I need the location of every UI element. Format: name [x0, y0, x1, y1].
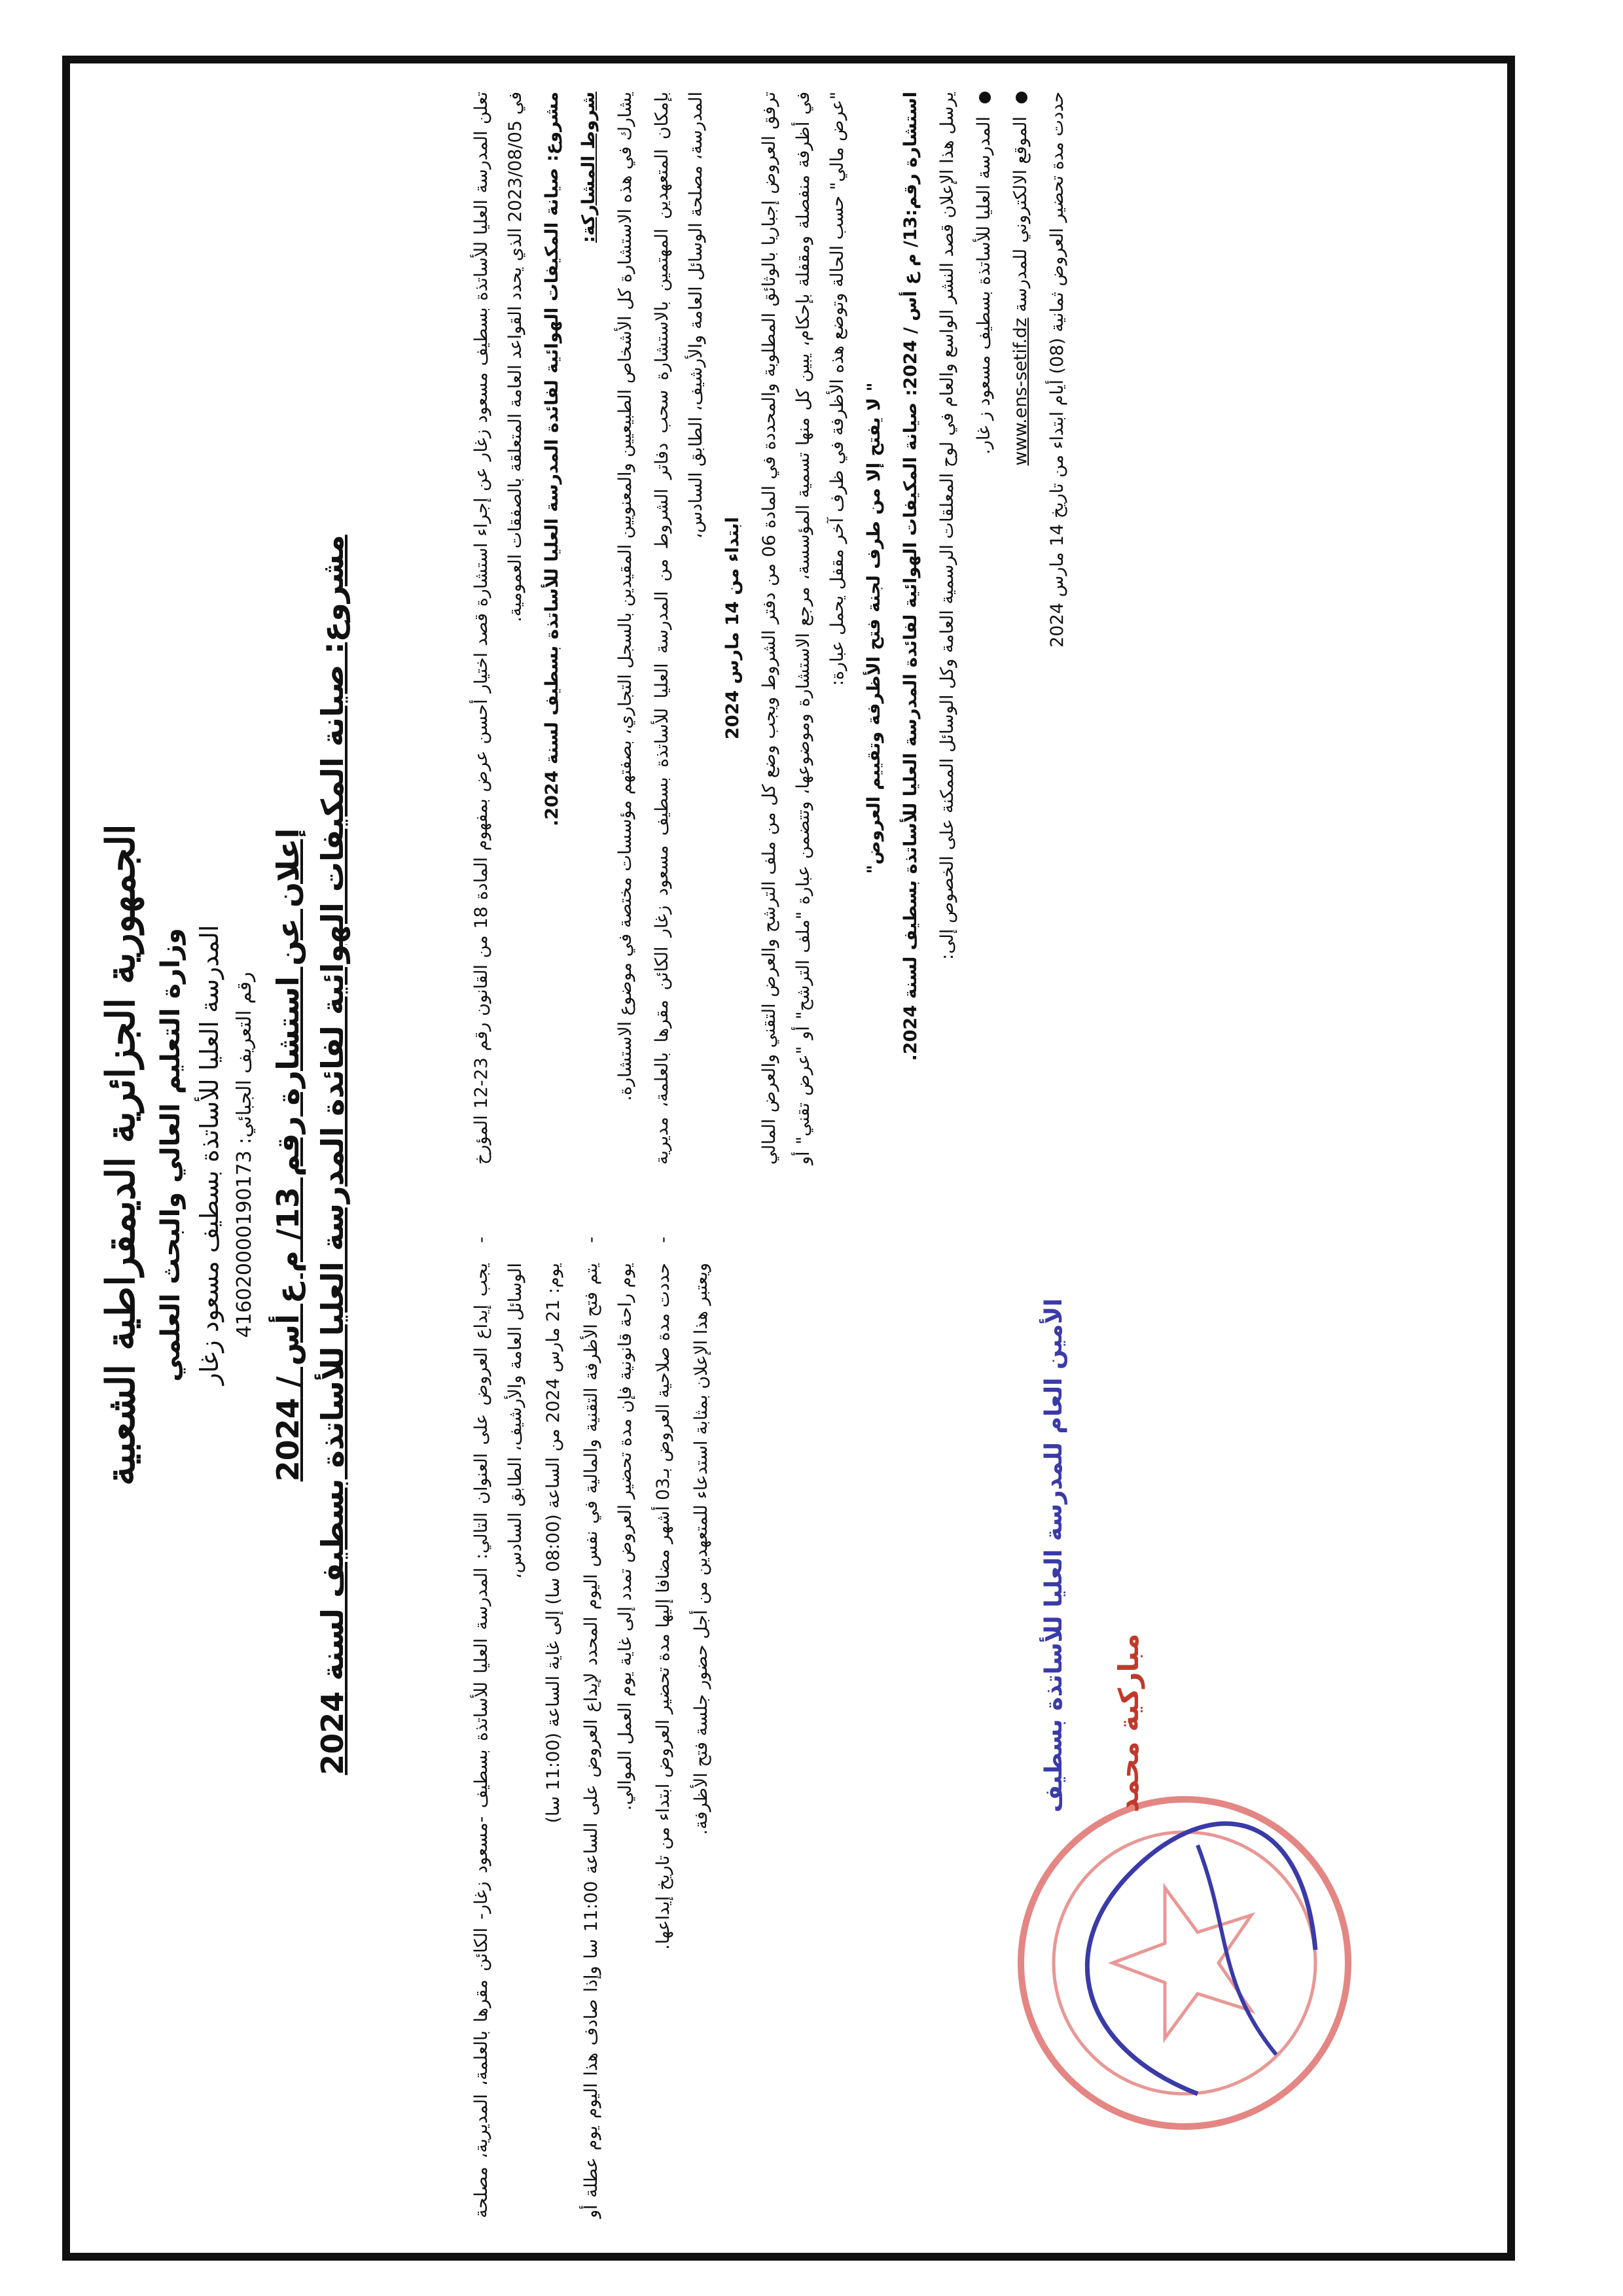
right-column: [465, 92, 1077, 1165]
publish-text: يرسل هذا الإعلان قصد النشر الواسع والعام في لوح المعلقات الرسمية العامة وكل الوسائل الممكنة على الخصوص إلى:: [937, 92, 957, 960]
project-title: مشروع: صيانة المكيفات الهوائية لفائدة المدرسة العليا للأساتذة بسطيف لسنة 2024: [315, 535, 350, 1775]
reference-line: استشارة رقم:13/ م ع أس / 2024: صيانة المكيفات الهوائية لفائدة المدرسة العليا للأساتذة بسطيف لسنة 2024.: [901, 92, 921, 1061]
document-body: [98, 92, 1472, 2218]
project-line: مشروع: صيانة المكيفات الهوائية لفائدة المدرسة العليا للأساتذة بسطيف لسنة 2024.: [542, 92, 562, 826]
submission-text: ترفق العروض إجباريا بالوثائق المطلوبة والمحددة في المادة 06 من دفتر الشروط ويجب وضع كل من ملف الترشح والعرض التقني والعرض المالي في أظرفة منفصلة ومقفلة بإحكام، يبين كل منها تسمية المؤسسة، مرجع الاستشارة وموضوعها، وتتضمن عبارة "ملف الترشح" أو "عرض تقني" أو "عرض مالي" حسب الحالة وتوضع هذه الأظرفة في ظرف آخر مقفل يحمل عبارة:: [759, 92, 847, 1165]
withdraw-text: بإمكان المتعهدين المهتمين بالاستشارة سحب دفاتر الشروط من المدرسة العليا للأساتذة بسطيف مسعود زغار الكائن مقرها بالعلمة، مديرية المدرسة، مصلحة الوسائل العامة والأرشيف، الطابق السادس،: [652, 92, 706, 1165]
republic-title: الجمهورية الجزائرية الديمقراطية الشعبية: [98, 824, 144, 1486]
bullet-icon: [1016, 92, 1027, 103]
left-column: [465, 1237, 722, 2218]
signature-name: مباركية محمد: [1113, 1633, 1145, 1812]
ministry-name: وزارة التعليم العالي والبحث العلمي: [156, 928, 186, 1382]
deposit-item: - يجب إيداع العروض على العنوان التالي: المدرسة العليا للأساتذة بسطيف -مسعود زغار- الكائن مقرها بالعلمة، المديرية، مصلحة الوسائل العامة والأرشيف، الطابق السادس،: [471, 1237, 526, 2218]
validity-item: - حددت مدة صلاحية العروض بـ03 أشهر مضافا إليها مدة تحضير العروض ابتداء من تاريخ إيداعها.: [653, 1237, 673, 1950]
bullet-icon: [979, 92, 991, 103]
deposit-date: يوم: 21 مارس 2024 من الساعة (08:00 سا) إلى غاية الساعة (11:00 سا): [543, 1263, 563, 1824]
conditions-title: شروط المشاركة:: [579, 92, 599, 243]
school-name: المدرسة العليا للأساتذة بسطيف مسعود زغار: [195, 925, 224, 1385]
duration-text: حددت مدة تحضير العروض ثمانية (08) أيام ابتداء من تاريخ 14 مارس 2024: [1047, 92, 1067, 648]
official-stamp: [1001, 1780, 1368, 2146]
invite-item: ويعتبر هذا الإعلان بمثابة استدعاء للمتعهدين من أجل حضور جلسة فتح الأظرفة.: [691, 1263, 711, 1835]
header: [98, 92, 350, 2218]
website-link[interactable]: www.ens-setif.dz: [1010, 317, 1031, 466]
signature-title: الأمين العام للمدرسة العليا للأساتذة بسطيف: [1041, 1298, 1067, 1812]
opening-item: - يتم فتح الأظرفة التقنية والمالية في نفس اليوم المحدد لإيداع العروض على الساعة 11:00 سا وإذا صادف هذا اليوم يوم عطلة أو يوم راحة قانونية فإن مدة تحضير العروض تمدد إلى غاية يوم العمل الموالي.: [581, 1237, 635, 2218]
intro-text: تعلن المدرسة العليا للأساتذة بسطيف مسعود زغار عن إجراء استشارة قصد اختيار أحسن عرض بمفهوم المادة 18 من القانون رقم 23-12 المؤرخ في 2023/08/05 الذي يحدد القواعد العامة المتعلقة بالصفقات العمومية.: [471, 92, 526, 1165]
bullet-website: الموقع الالكتروني للمدرسة www.ens-setif.dz: [1004, 92, 1038, 1165]
conditions-text: يشارك في هذه الاستشارة كل الأشخاص الطبيعيين والمعنويين المقيدين بالسجل التجاري، بصفتهم مؤسسات مختصة في موضوع الاستشارة.: [615, 92, 635, 1101]
announcement-title: إعلان عن استشارة رقم 13/ م ع أس / 2024: [270, 828, 306, 1482]
tax-id: رقم التعريف الجبائي: 416020000190173: [233, 972, 256, 1338]
bullet-school: المدرسة العليا للأساتذة بسطيف مسعود ز غار.: [967, 92, 1001, 1165]
from-date: ابتداء من 14 مارس 2024: [722, 516, 743, 740]
no-open-text: " لا يفتح إلا من طرف لجنة فتح الأظرفة وتقييم العروض": [864, 382, 884, 874]
